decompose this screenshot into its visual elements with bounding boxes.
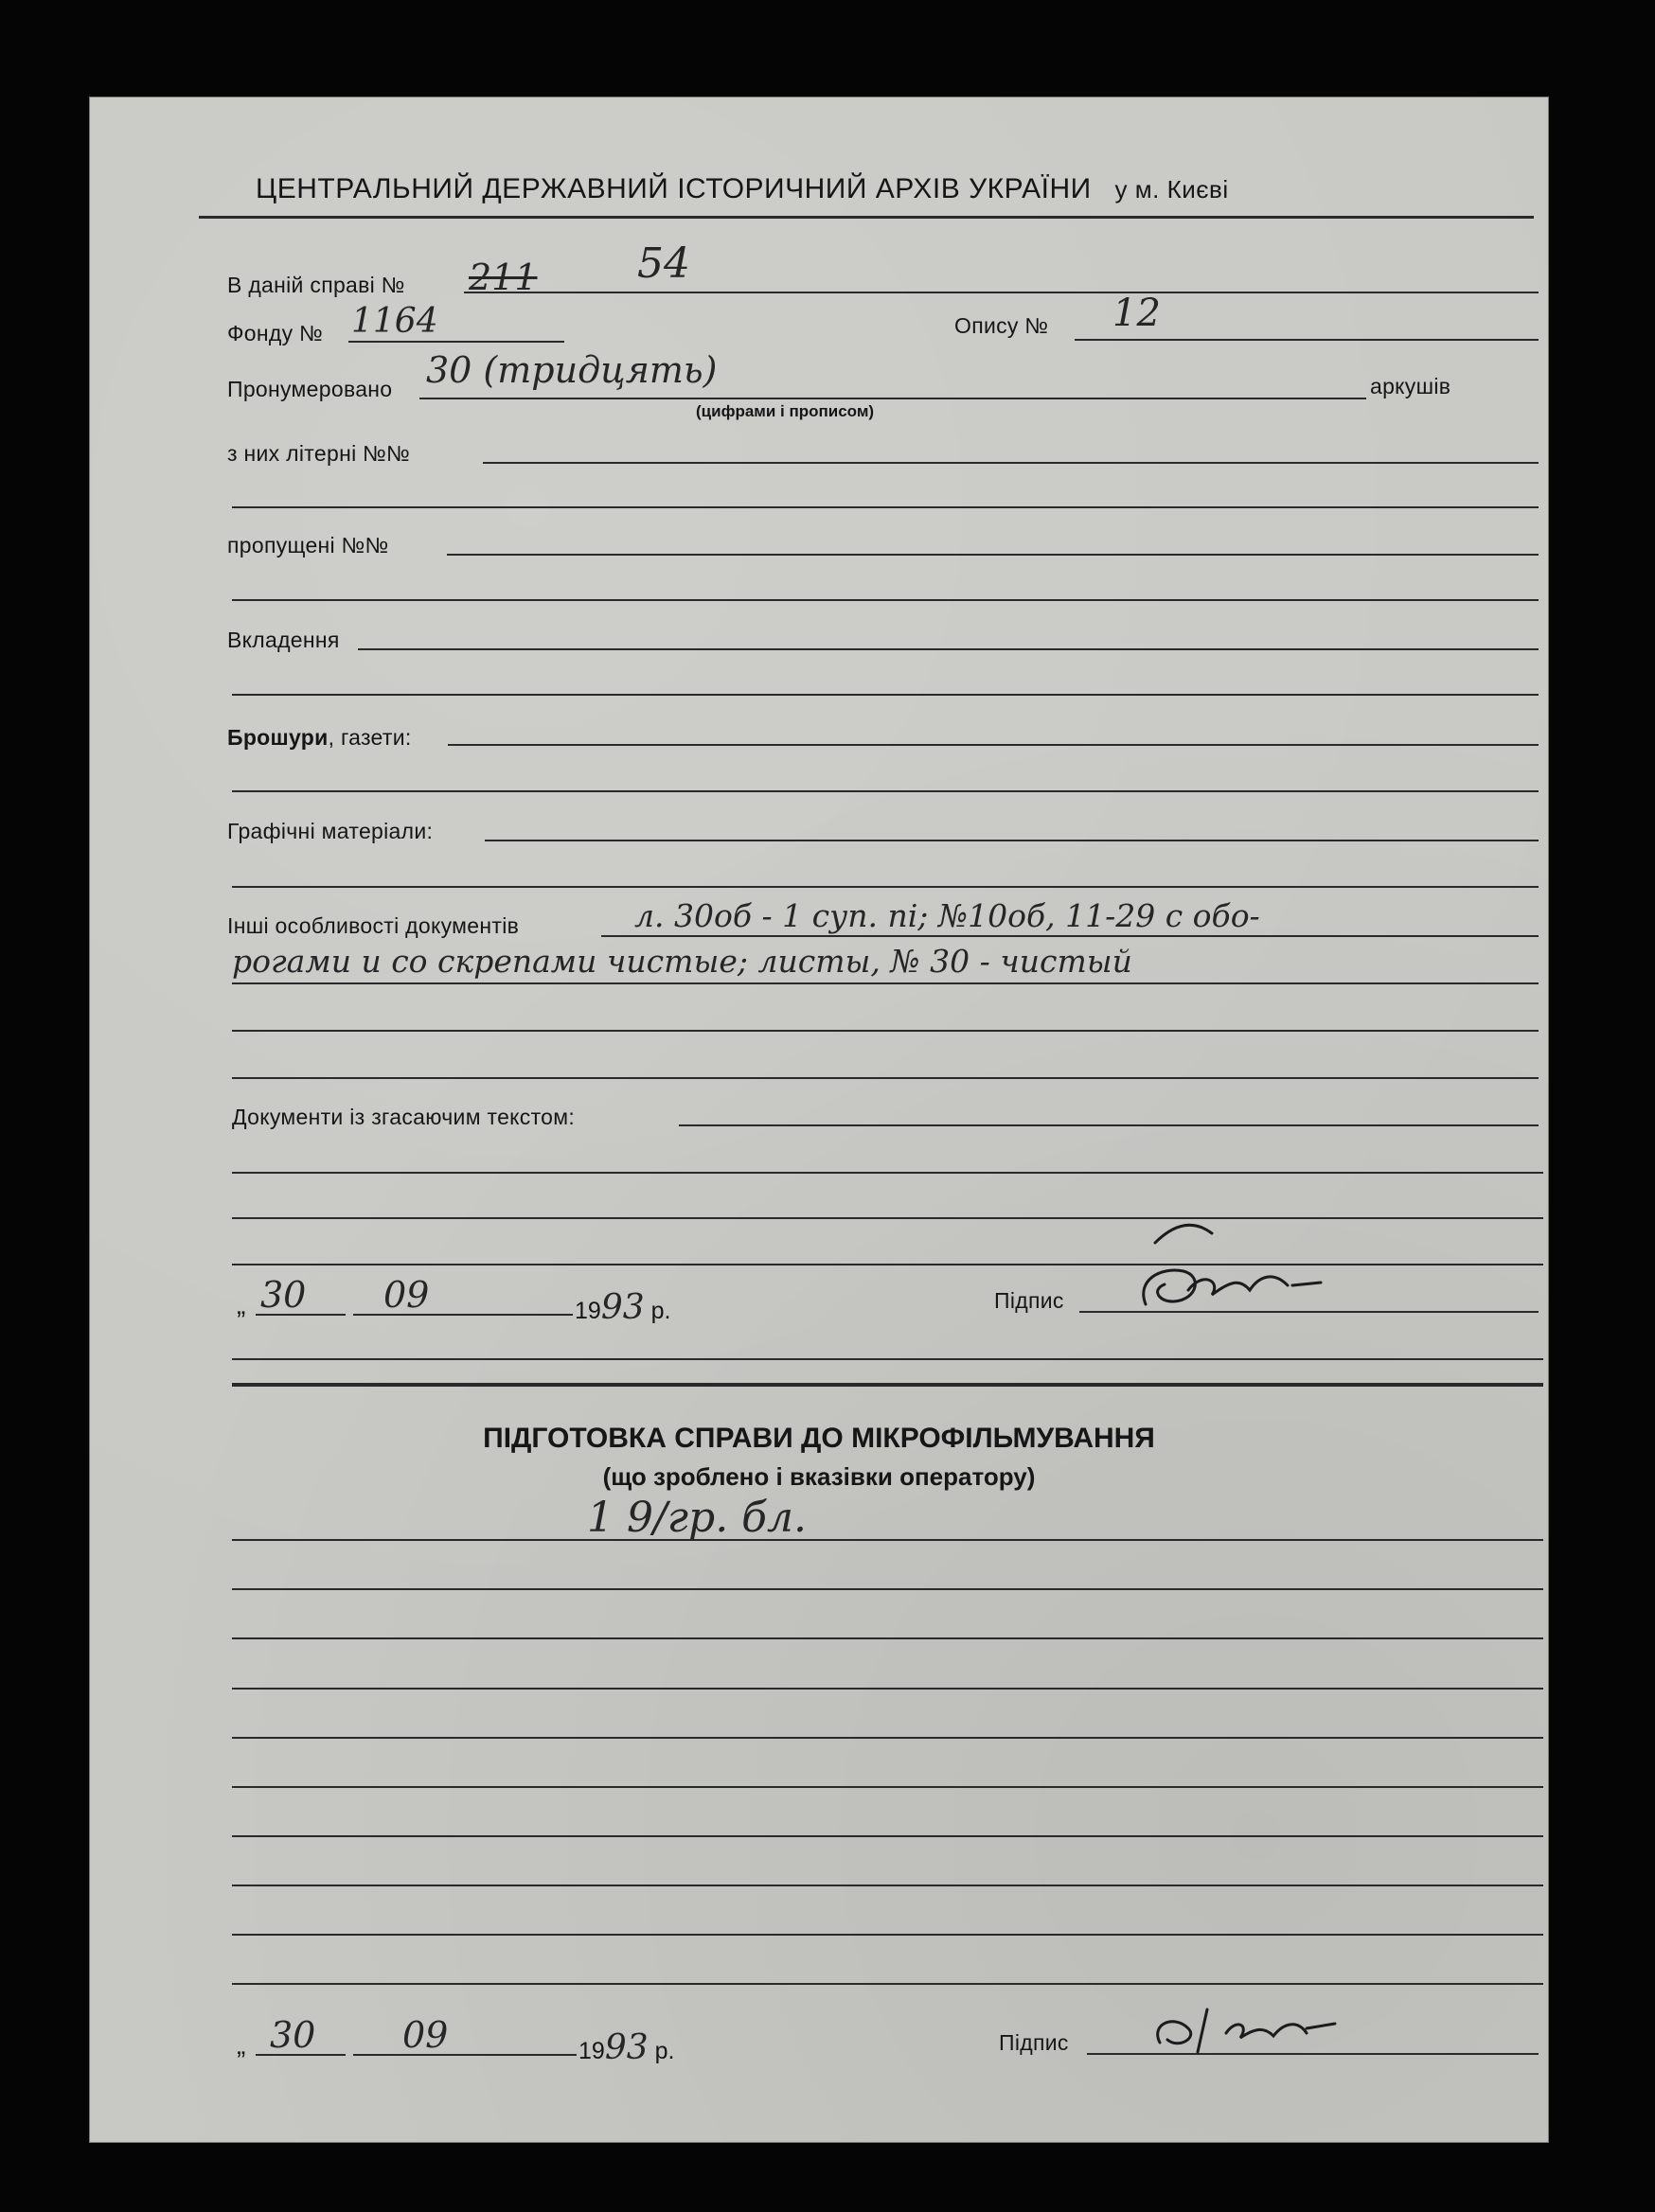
brochures-label-rest: , газети: (328, 725, 412, 750)
date2-year-suffix: 93 (604, 2028, 649, 2067)
microfilm-line-6 (232, 1786, 1543, 1788)
numbered-line (419, 398, 1366, 399)
section-divider (232, 1383, 1543, 1387)
other-line-2 (232, 982, 1539, 984)
date1-line-2 (232, 1358, 1543, 1360)
date1-year-unit: р. (650, 1298, 671, 1324)
brochures-label-bold: Брошури (227, 725, 329, 750)
microfilm-line-7 (232, 1835, 1543, 1837)
graphic-line-2 (232, 886, 1539, 888)
microfilm-line-5 (232, 1737, 1543, 1739)
microfilm-line-9 (232, 1934, 1543, 1936)
microfilm-line-8 (232, 1885, 1543, 1886)
date2-quote: „ (237, 2030, 246, 2060)
missing-line (447, 554, 1539, 556)
date1-year (575, 1288, 670, 1327)
letter-label: з них літерні №№ (227, 441, 411, 466)
date2-month-line (353, 2054, 577, 2056)
archive-form-sheet (90, 97, 1548, 2142)
fond-label: Фонду № (227, 321, 324, 345)
numbered-value: 30 (тридцять) (426, 349, 718, 391)
faded-line-2 (232, 1172, 1543, 1174)
opys-value: 12 (1112, 292, 1161, 335)
brochures-label (227, 725, 412, 751)
other-label: Інші особливості документів (227, 913, 520, 938)
case-label: В даній справі № (227, 273, 405, 297)
graphic-label: Графічні матеріали: (227, 819, 434, 843)
microfilm-line-1 (232, 1539, 1543, 1541)
opys-line (1075, 339, 1539, 341)
date1-quote: „ (237, 1290, 246, 1319)
header-rule (199, 216, 1534, 219)
faded-line-3 (232, 1217, 1543, 1219)
case-value: 54 (637, 239, 690, 288)
microfilm-line-2 (232, 1588, 1543, 1590)
graphic-line (485, 840, 1539, 841)
date2-day: 30 (270, 2014, 316, 2056)
microfilm-title: ПІДГОТОВКА СПРАВИ ДО МІКРОФІЛЬМУВАННЯ (483, 1423, 1155, 1454)
microfilm-subtitle: (що зроблено і вказівки оператору) (602, 1462, 1036, 1491)
fond-value: 1164 (351, 302, 438, 341)
inserts-line-2 (232, 694, 1539, 696)
letter-line (483, 462, 1539, 464)
microfilm-line-10 (232, 1983, 1543, 1985)
opys-label: Опису № (954, 313, 1049, 338)
other-value-line1: л. 30об - 1 суп. пі; №10об, 11-29 с обо- (634, 897, 1260, 934)
missing-line-2 (232, 599, 1539, 601)
numbered-label: Пронумеровано (227, 377, 393, 401)
date2-signature-label: Підпис (999, 2030, 1069, 2055)
archive-location: у м. Києві (1114, 175, 1229, 204)
signature-2 (1141, 1991, 1349, 2066)
letter-line-2 (232, 506, 1539, 508)
brochures-line-2 (232, 790, 1539, 792)
inserts-label: Вкладення (227, 628, 340, 652)
faded-line-4 (232, 1264, 1543, 1265)
other-line-3 (232, 1030, 1539, 1032)
brochures-line (448, 744, 1539, 746)
date1-month: 09 (383, 1274, 430, 1316)
microfilm-line-4 (232, 1688, 1543, 1690)
archive-title: ЦЕНТРАЛЬНИЙ ДЕРЖАВНИЙ ІСТОРИЧНИЙ АРХІВ УКРАЇНИ у м. Києві (256, 173, 1229, 204)
date2-year-unit: р. (654, 2038, 675, 2064)
date2-month: 09 (402, 2014, 449, 2056)
other-value-line2: рогами и со скрепами чистые; листы, № 30 - чистый (232, 943, 1132, 980)
other-line (601, 935, 1539, 937)
faded-label: Документи із згасаючим текстом: (232, 1105, 576, 1129)
date2-year (578, 2028, 674, 2067)
date1-signature-label: Підпис (994, 1288, 1064, 1313)
missing-label: пропущені №№ (227, 533, 389, 557)
fond-line (348, 341, 564, 343)
case-line (464, 292, 1539, 293)
other-line-4 (232, 1077, 1539, 1079)
faded-line (679, 1124, 1539, 1126)
date1-year-prefix: 19 (575, 1298, 601, 1324)
date2-year-prefix: 19 (578, 2038, 605, 2064)
microfilm-note: 1 9/гр. бл. (587, 1494, 808, 1542)
case-value-struck: 211 (469, 257, 538, 298)
numbered-hint: (цифрами і прописом) (696, 402, 875, 420)
date1-year-suffix: 93 (600, 1288, 645, 1327)
sheets-label: аркушів (1370, 374, 1451, 398)
signature-1 (1108, 1214, 1335, 1328)
date1-day: 30 (260, 1274, 307, 1316)
microfilm-line-3 (232, 1637, 1543, 1639)
inserts-line (358, 648, 1539, 650)
